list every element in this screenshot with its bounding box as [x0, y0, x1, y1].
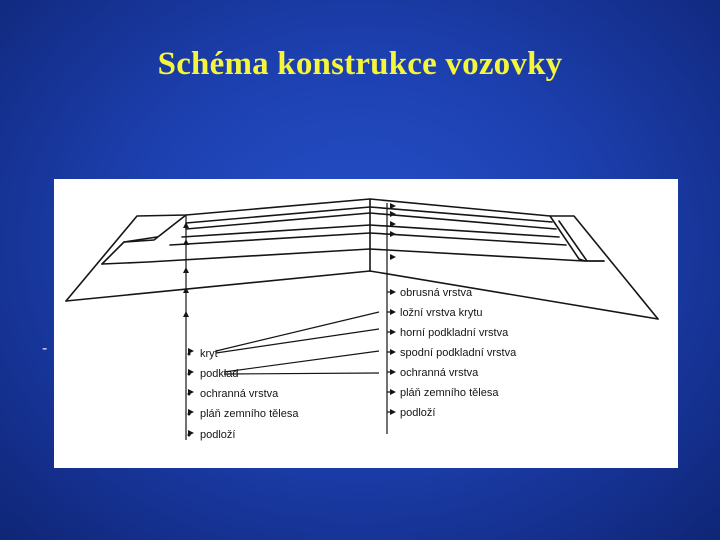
label-podlozi-right: podloží [400, 407, 436, 419]
protective-layer-line [102, 249, 604, 264]
label-plan-zemniho-telesa-right: pláň zemního tělesa [400, 387, 499, 399]
slide-title: Schéma konstrukce vozovky [157, 46, 563, 82]
label-podklad: podklad [200, 368, 239, 380]
label-ochranna-vrstva-left: ochranná vrstva [200, 388, 279, 400]
embankment-outline [66, 199, 658, 319]
right-shoulder-inner [559, 221, 604, 261]
leader-kryt [216, 312, 379, 351]
cross-section-drawing [54, 179, 678, 468]
subgrade-line [66, 271, 658, 319]
label-obrusna-vrstva: obrusná vrstva [400, 287, 473, 299]
layer-line-4 [170, 233, 566, 245]
label-podlozi-left: podloží [200, 429, 236, 441]
label-lozni-vrstva-krytu: ložní vrstva krytu [400, 307, 483, 319]
layer-line-1 [186, 207, 552, 223]
label-horni-podkladni-vrstva: horní podkladní vrstva [400, 327, 509, 339]
leader-podklad [224, 351, 379, 372]
layer-line-2 [186, 213, 556, 229]
leader-kryt-2 [216, 329, 379, 353]
leader-podklad-2 [224, 373, 379, 374]
label-spodni-podkladni-vrstva: spodní podkladní vrstva [400, 347, 517, 359]
dash-mark: - [42, 340, 48, 357]
label-plan-zemniho-telesa-left: pláň zemního tělesa [200, 408, 299, 420]
label-ochranna-vrstva-right: ochranná vrstva [400, 367, 479, 379]
road-cross-section-diagram [54, 179, 678, 468]
label-kryt: kryt [200, 348, 218, 360]
